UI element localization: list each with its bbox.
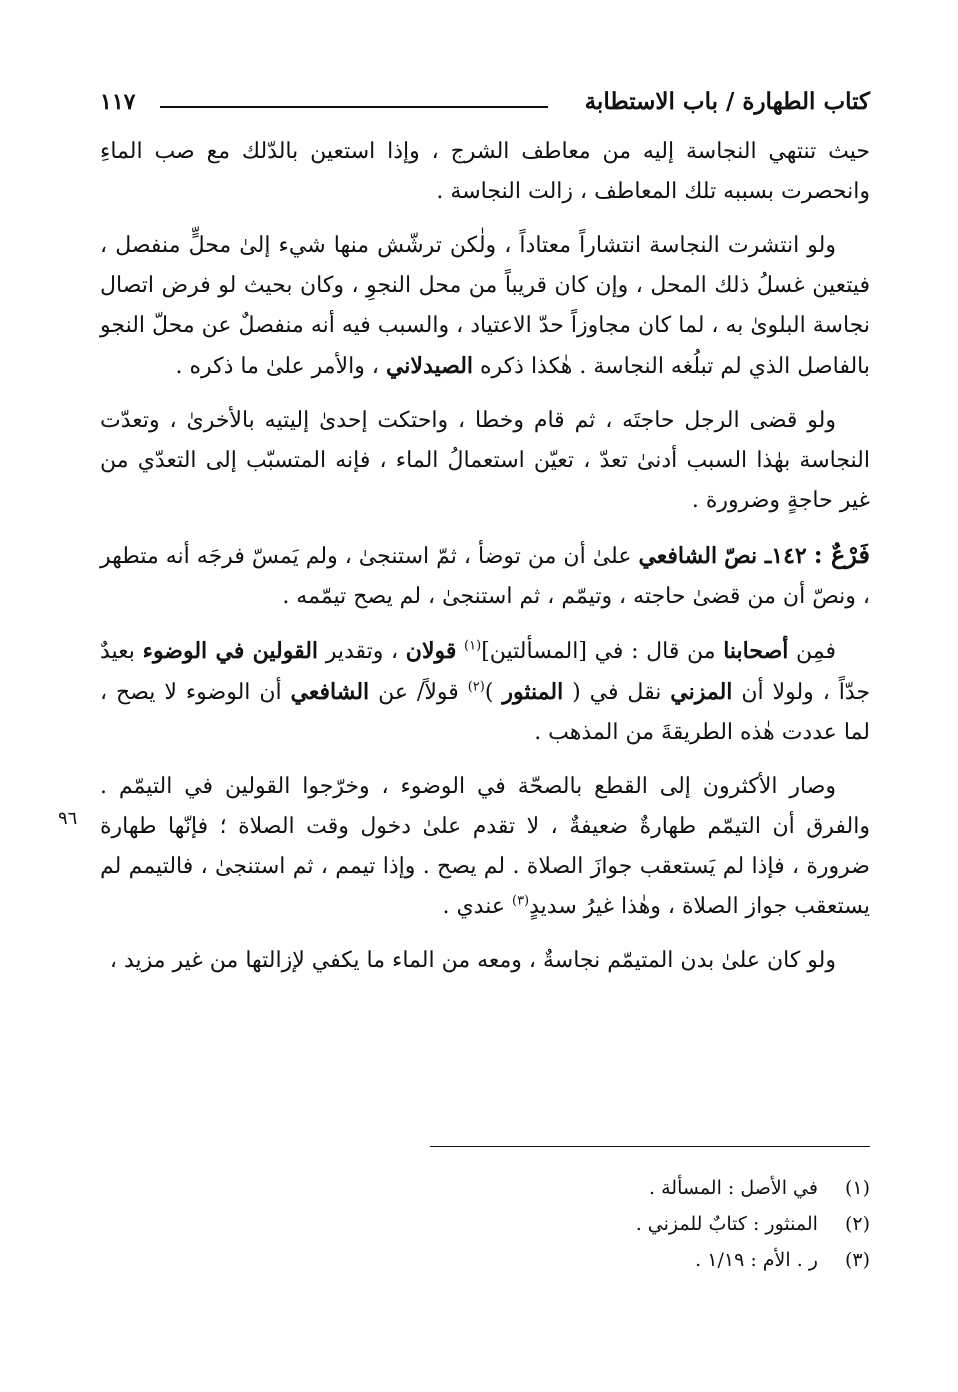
footnote-rule xyxy=(430,1146,870,1147)
p5-fragment-k: ) xyxy=(484,680,494,705)
main-text xyxy=(100,132,870,995)
paragraph-2-text-a: ولو انتشرت النجاسة انتشاراً معتاداً ، ولٰكن ترشّش منها شيء إلىٰ محلٍّ منفصل ، فيتعين غسلُ ذلك المحل ، وإن كان قريباً من محل النجوِ ، وكان بحيث لو فرض اتصال نجاسة البلوىٰ به ، لما كان مجاوزاً حدّ الاعتياد ، والسبب فيه أنه منفصلٌ عن محلّ النجو بالفاصل الذي لم تبلُغه النجاسة . هٰكذا ذكره xyxy=(100,233,870,379)
paragraph-1-text: حيث تنتهي النجاسة إليه من معاطف الشرج ، وإذا استعين بالدّلك مع صب الماءِ وانحصرت بسببه تلك المعاطف ، زالت النجاسة . xyxy=(100,139,870,204)
footnotes xyxy=(300,1170,870,1278)
paragraph-7-text: ولو كان علىٰ بدن المتيمّم نجاسةٌ ، ومعه من الماء ما يكفي لإزالتها من غير مزيد ، xyxy=(109,948,836,973)
paragraph-2-text-b: ، والأمر علىٰ ما ذكره . xyxy=(175,354,379,379)
p5-fragment-a: فمِن xyxy=(796,639,837,664)
footnote-2-mark: (٢) xyxy=(844,1213,870,1235)
p5-fragment-c: من قال : في [المسألتين] xyxy=(481,639,716,664)
paragraph-2 xyxy=(100,226,870,387)
footnote-1-text: في الأصل : المسألة . xyxy=(649,1177,818,1199)
far-label: فَرْعٌ : xyxy=(813,540,871,569)
p5-fragment-l: قولاً/ عن xyxy=(378,680,459,705)
p5-ashabuna: أصحابنا xyxy=(723,638,789,664)
paragraph-3 xyxy=(100,401,870,521)
paragraph-4-text: علىٰ أن من توضأ ، ثمّ استنجىٰ ، ولم يَمسّ فرجَه أنه متطهر ، ونصّ أن من قضىٰ حاجته ، وتيمّم ، ثم استنجىٰ ، لم يصح تيمّمه . xyxy=(100,544,870,609)
p5-fragment-i: نقل في ( xyxy=(572,680,662,705)
p5-qawlayn: القولين في الوضوء xyxy=(142,638,319,664)
p5-fragment-e: ، وتقدير xyxy=(325,639,399,664)
p5-fragment-n: أن الوضوء لا يصح ، لما عددت هٰذه الطريقةَ من المذهب . xyxy=(100,680,870,745)
p5-muzani: المزني xyxy=(670,679,733,705)
header-rule xyxy=(160,106,548,108)
header-title: كتاب الطهارة / باب الاستطابة xyxy=(584,88,870,115)
p5-manthur: المنثور xyxy=(502,679,564,705)
page-number: ١١٧ xyxy=(100,89,136,115)
paragraph-3-text: ولو قضى الرجل حاجتَه ، ثم قام وخطا ، واحتكت إحدىٰ إليتيه بالأخرىٰ ، وتعدّت النجاسة بهٰذا السبب أدنىٰ تعدّ ، تعيّن استعمالُ الماء ، فإنه المتسبّب إلى التعدّي من غير حاجةٍ وضرورة . xyxy=(100,408,870,513)
name-saydalani: الصيدلاني xyxy=(385,353,474,379)
p5-fragment-g: بعيدٌ جدّاً ، ولولا أن xyxy=(100,639,871,705)
issue-number: ١٤٢ـ نصّ xyxy=(724,543,807,569)
footnote-ref-3: (٣) xyxy=(511,893,530,909)
margin-page-number: ٩٦ xyxy=(58,808,78,829)
paragraph-7 xyxy=(100,941,870,981)
footnote-2-text: المنثور : كتابٌ للمزني . xyxy=(635,1213,818,1235)
p6-fragment-a: وصار الأكثرون إلى القطع بالصحّة في الوضوء ، وخرّجوا القولين في التيمّم . والفرق أن التيمّم طهارةٌ ضعيفةٌ ، لا تقدم علىٰ دخول وقت الصلاة ؛ فإنّها طهارة ضرورة ، فإذا لم يَستعقب جوازَ الصلاة . لم يصح . وإذا تيمم ، ثم استنجىٰ ، فالتيمم لم يستعقب جواز الصلاة ، وهٰذا غيرُ سديدٍ xyxy=(100,774,870,919)
footnote-ref-2: (٢) xyxy=(467,679,485,695)
p5-qawlan: قولان xyxy=(405,638,457,664)
footnote-1-mark: (١) xyxy=(844,1177,870,1199)
footnote-ref-1: (١) xyxy=(464,638,482,654)
running-header xyxy=(100,84,870,120)
name-shafii: الشافعي xyxy=(638,543,718,569)
p6-fragment-b: عندي . xyxy=(442,894,505,919)
paragraph-6 xyxy=(100,767,870,927)
footnote-2 xyxy=(300,1206,870,1242)
paragraph-4 xyxy=(100,535,870,617)
paragraph-1 xyxy=(100,132,870,212)
footnote-3-mark: (٣) xyxy=(844,1249,870,1271)
footnote-3 xyxy=(300,1242,870,1278)
footnote-3-text: ر . الأم : ١/١٩ . xyxy=(695,1249,818,1271)
footnote-1 xyxy=(300,1170,870,1206)
paragraph-5 xyxy=(100,631,870,753)
p5-shafii: الشافعي xyxy=(290,679,370,705)
